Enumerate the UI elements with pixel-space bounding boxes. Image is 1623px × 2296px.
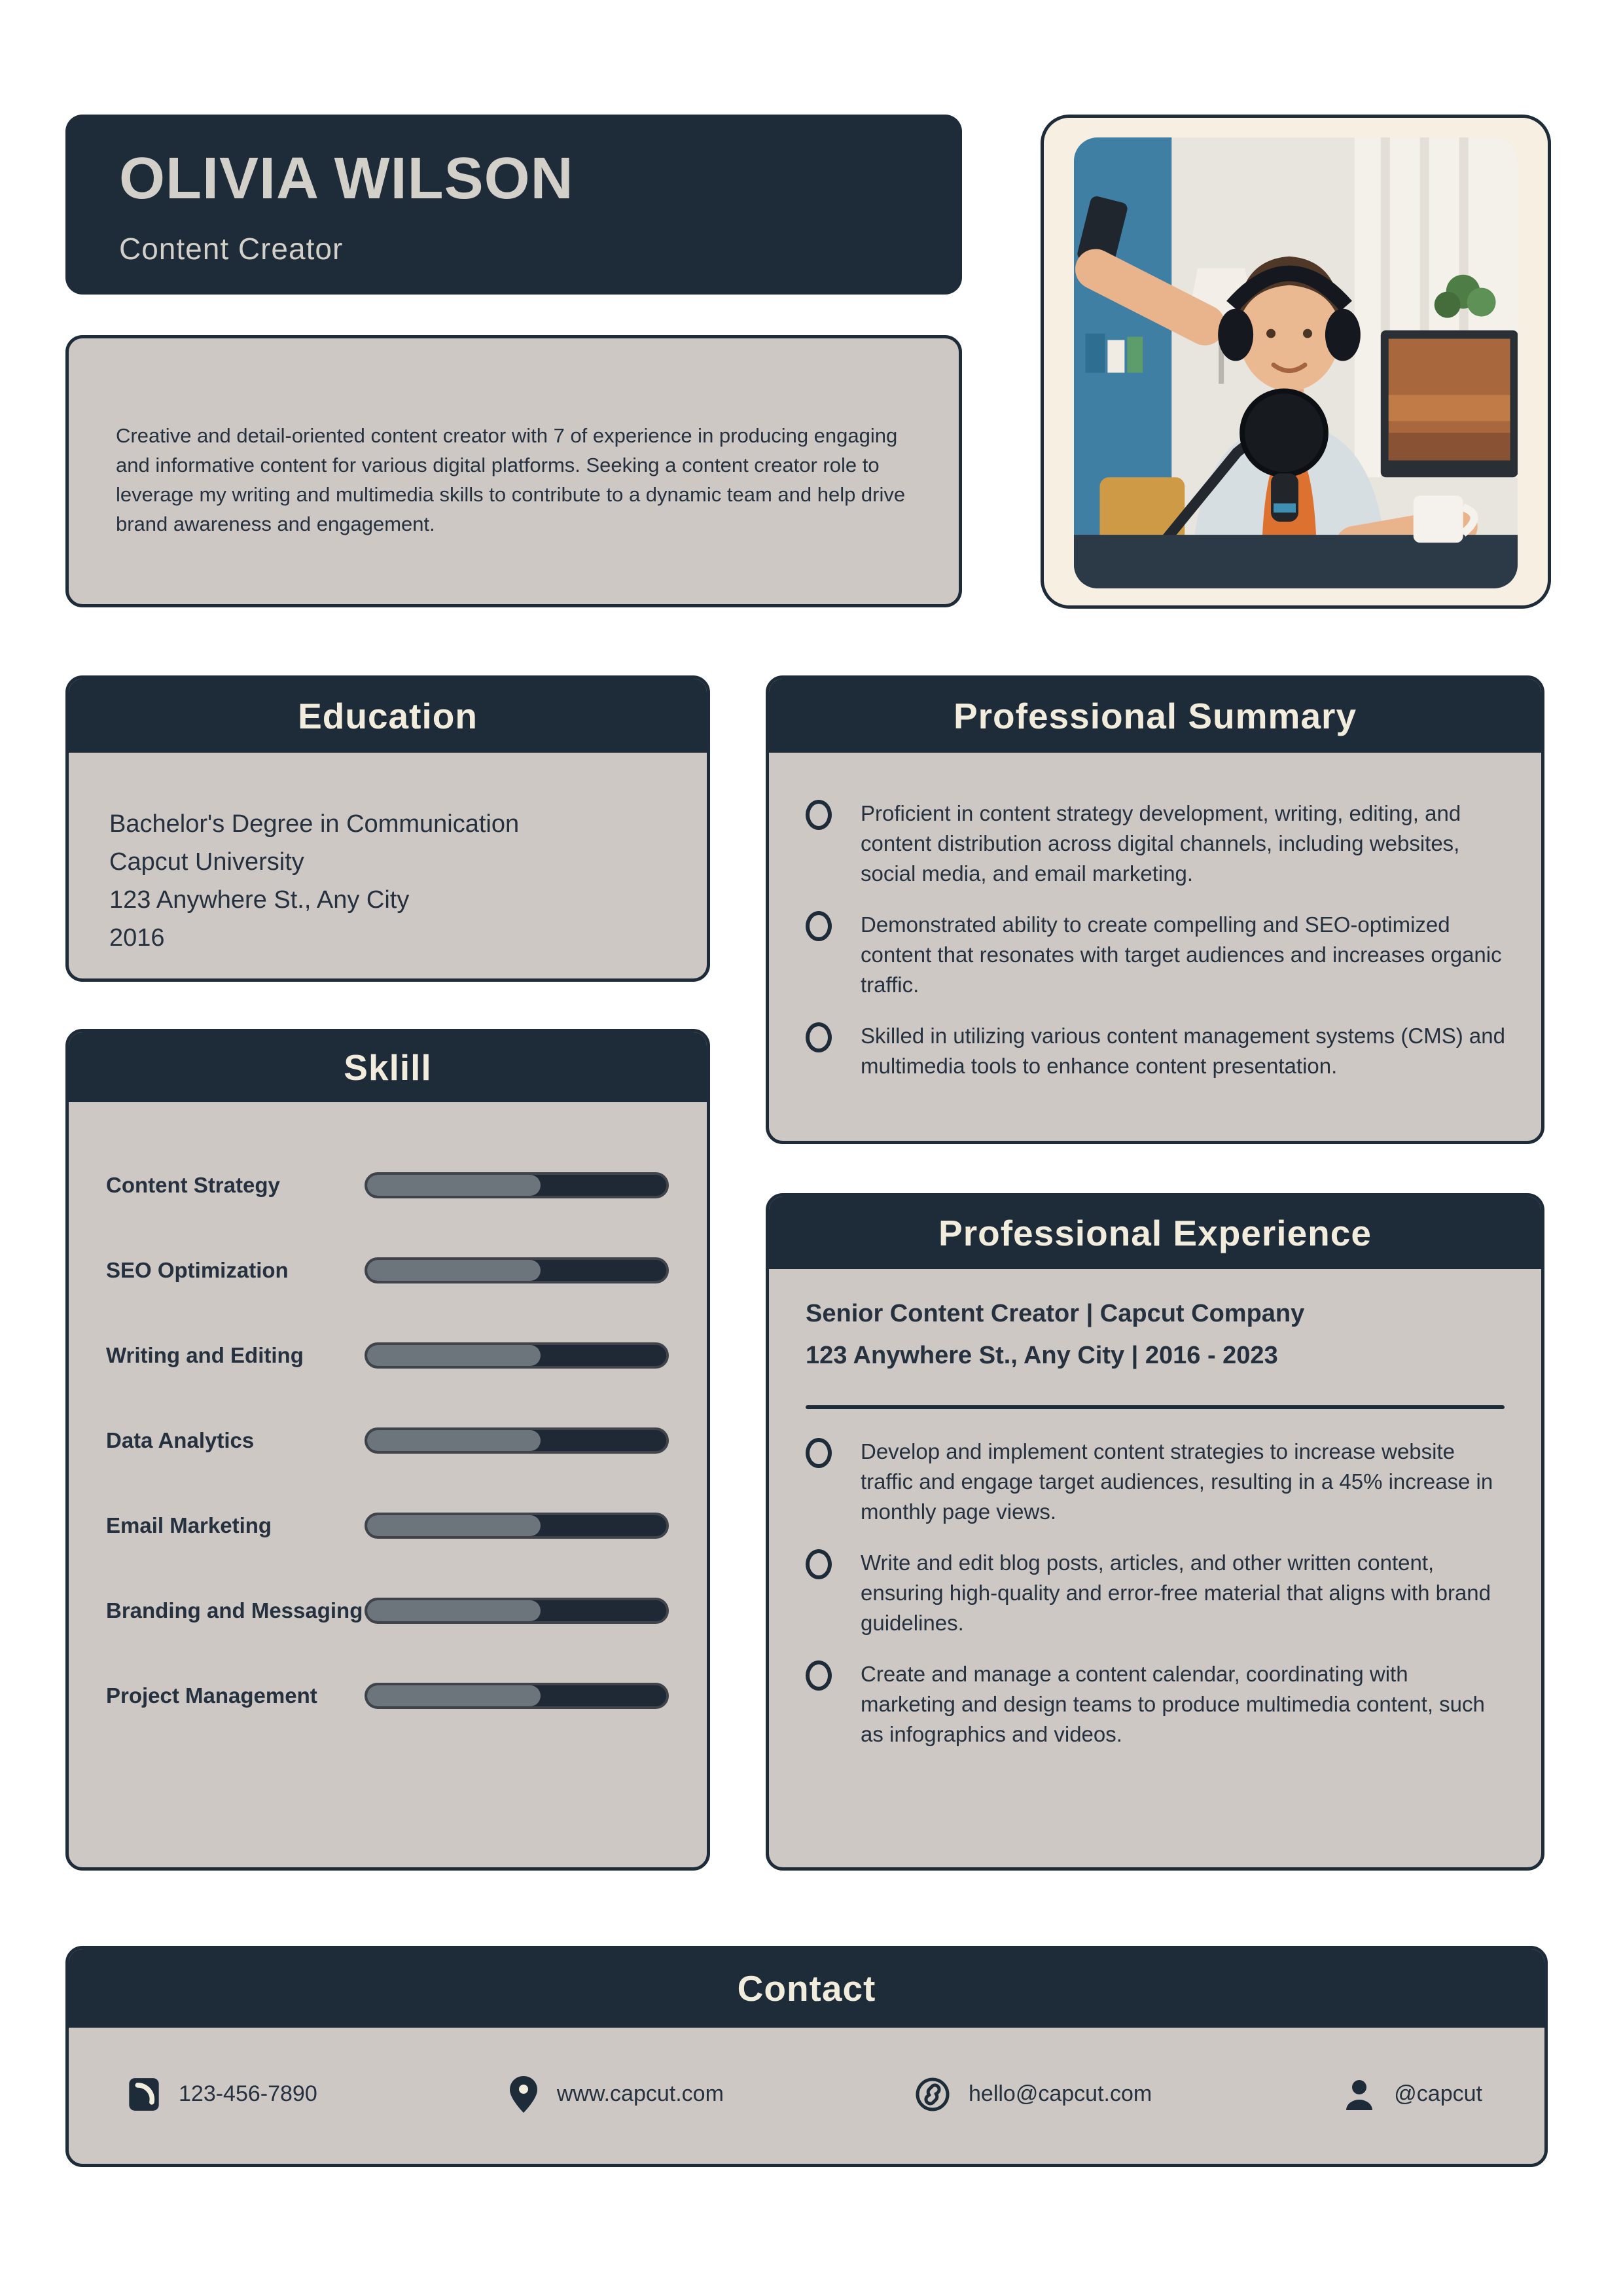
skills-title: Sklill — [344, 1047, 432, 1088]
summary-bullet — [806, 910, 1507, 1000]
experience-bullets — [806, 1437, 1507, 1749]
skill-label: Email Marketing — [106, 1513, 272, 1537]
profile-photo-illustration — [1074, 137, 1518, 588]
circle-bullet-icon — [806, 1438, 832, 1468]
skill-label: Writing and Editing — [106, 1343, 304, 1367]
experience-card — [766, 1193, 1544, 1871]
skill-row — [106, 1313, 669, 1398]
skill-bar-fill — [367, 1685, 541, 1706]
contact-body — [69, 2028, 1544, 2161]
contact-title: Contact — [737, 1968, 876, 2009]
location-icon — [508, 2075, 539, 2114]
user-icon — [1343, 2077, 1376, 2111]
education-title: Education — [298, 695, 478, 736]
summary-bullet — [806, 1021, 1507, 1081]
education-header — [69, 679, 707, 753]
skill-row — [106, 1143, 669, 1228]
contact-item-phone — [128, 2077, 317, 2112]
skill-row — [106, 1653, 669, 1738]
skill-label: Content Strategy — [106, 1173, 280, 1197]
skill-bar-fill — [367, 1345, 541, 1366]
professional-summary-card — [766, 675, 1544, 1144]
contact-item-social — [1343, 2077, 1482, 2111]
contact-email-text: hello@capcut.com — [969, 2081, 1152, 2106]
contact-item-website — [508, 2075, 724, 2114]
summary-bullet-text: Skilled in utilizing various content management systems (CMS) and multimedia tools to enhance content presentation. — [861, 1024, 1505, 1078]
job-location-dates: 123 Anywhere St., Any City | 2016 - 2023 — [806, 1342, 1278, 1369]
professional-summary-title: Professional Summary — [953, 695, 1357, 736]
experience-header — [769, 1196, 1541, 1269]
skills-header — [69, 1032, 707, 1102]
summary-bullet — [806, 798, 1507, 889]
education-degree: Bachelor's Degree in Communication — [109, 810, 520, 838]
experience-title: Professional Experience — [938, 1212, 1372, 1253]
skill-row — [106, 1568, 669, 1653]
skill-bar — [365, 1683, 669, 1709]
education-card — [65, 675, 710, 982]
profile-photo-frame — [1041, 115, 1551, 609]
skill-bar — [365, 1342, 669, 1369]
contact-header — [69, 1949, 1544, 2028]
skills-body — [69, 1102, 707, 1738]
summary-bullet-text: Demonstrated ability to create compelling and SEO-optimized content that resonates with target audiences and increases organic traffic. — [861, 912, 1502, 997]
person-name: OLIVIA WILSON — [119, 146, 574, 211]
experience-bullet-text: Create and manage a content calendar, coordinating with marketing and design teams to produce multimedia content, such as infographics and videos. — [861, 1662, 1485, 1746]
skill-row — [106, 1228, 669, 1313]
circle-bullet-icon — [806, 1660, 832, 1691]
contact-item-email — [915, 2077, 1152, 2112]
experience-bullet — [806, 1659, 1507, 1749]
experience-bullet-text: Write and edit blog posts, articles, and other written content, ensuring high-quality and error-free material that aligns with brand guidelines. — [861, 1551, 1491, 1635]
objective-summary-card — [65, 335, 962, 607]
skill-bar-fill — [367, 1600, 541, 1621]
circle-bullet-icon — [806, 911, 832, 941]
professional-summary-header — [769, 679, 1541, 753]
contact-card — [65, 1946, 1548, 2167]
skill-bar-fill — [367, 1515, 541, 1536]
summary-bullet-text: Proficient in content strategy development, writing, editing, and content distribution across digital channels, including websites, social media, and email marketing. — [861, 801, 1461, 886]
skill-bar — [365, 1257, 669, 1283]
education-year: 2016 — [109, 924, 165, 952]
circle-bullet-icon — [806, 1549, 832, 1579]
circle-bullet-icon — [806, 1022, 832, 1052]
skill-label: Branding and Messaging — [106, 1598, 363, 1623]
skill-bar-fill — [367, 1430, 541, 1451]
person-job-title: Content Creator — [119, 232, 344, 266]
experience-bullet — [806, 1548, 1507, 1638]
skill-label: SEO Optimization — [106, 1258, 289, 1282]
circle-bullet-icon — [806, 800, 832, 830]
skill-bar — [365, 1513, 669, 1539]
skill-label: Data Analytics — [106, 1428, 255, 1452]
phone-icon — [128, 2077, 160, 2112]
job-role: Senior Content Creator | Capcut Company — [806, 1300, 1305, 1327]
skill-bar-fill — [367, 1260, 541, 1281]
contact-phone-text: 123-456-7890 — [179, 2081, 317, 2106]
experience-bullet — [806, 1437, 1507, 1527]
skill-label: Project Management — [106, 1683, 317, 1708]
header-card — [65, 115, 962, 295]
education-address: 123 Anywhere St., Any City — [109, 886, 410, 914]
education-body — [69, 753, 707, 957]
skill-bar — [365, 1172, 669, 1198]
contact-social-text: @capcut — [1394, 2081, 1482, 2106]
section-divider — [806, 1405, 1505, 1409]
link-icon — [915, 2077, 950, 2112]
experience-bullet-text: Develop and implement content strategies to increase website traffic and engage target audiences, resulting in a 45% increase in monthly page views. — [861, 1439, 1493, 1524]
education-school: Capcut University — [109, 848, 304, 876]
contact-website-text: www.capcut.com — [556, 2081, 724, 2106]
objective-summary-text: Creative and detail-oriented content creator with 7 of experience in producing engaging and informative content for various digital platforms. Seeking a content creator role to leverage my writing and multimedia skills to contribute to a dynamic team and help drive brand awareness and engagement. — [116, 424, 906, 535]
skill-bar — [365, 1427, 669, 1454]
skills-card — [65, 1029, 710, 1871]
skill-row — [106, 1398, 669, 1483]
profile-photo — [1074, 137, 1518, 588]
experience-body — [769, 1269, 1541, 1749]
professional-summary-body — [769, 753, 1541, 1081]
skill-row — [106, 1483, 669, 1568]
skill-bar-fill — [367, 1175, 541, 1196]
skill-bar — [365, 1598, 669, 1624]
